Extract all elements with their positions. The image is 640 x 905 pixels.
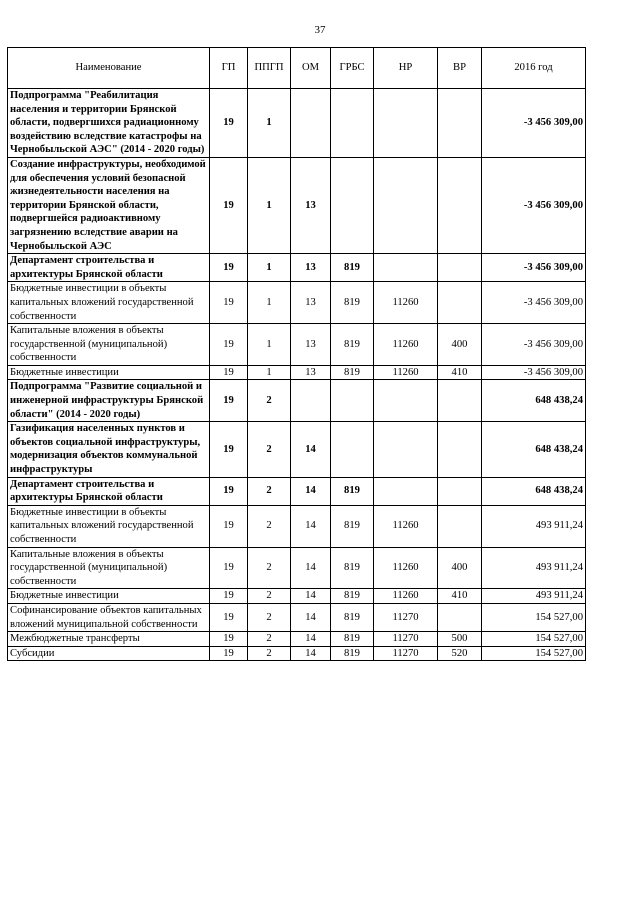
cell-ppgp: 1 [248, 365, 291, 380]
cell-gp: 19 [210, 380, 248, 422]
cell-amount: 648 438,24 [482, 380, 586, 422]
column-header-grbs: ГРБС [331, 48, 374, 89]
cell-vr [438, 89, 482, 158]
cell-name: Межбюджетные трансферты [8, 632, 210, 647]
cell-gp: 19 [210, 632, 248, 647]
cell-gp: 19 [210, 89, 248, 158]
page-number: 37 [314, 24, 326, 36]
cell-grbs: 819 [331, 324, 374, 366]
cell-name: Бюджетные инвестиции в объекты капитальных вложений государственной собственности [8, 505, 210, 547]
cell-grbs: 819 [331, 547, 374, 589]
cell-name: Капитальные вложения в объекты государственной (муниципальной) собственности [8, 324, 210, 366]
cell-ppgp: 2 [248, 603, 291, 631]
cell-nr: 11270 [374, 603, 438, 631]
cell-amount: 493 911,24 [482, 547, 586, 589]
column-header-om: ОМ [291, 48, 331, 89]
cell-nr [374, 477, 438, 505]
cell-om: 13 [291, 365, 331, 380]
cell-amount: 154 527,00 [482, 646, 586, 661]
cell-om: 13 [291, 157, 331, 253]
table-row [8, 365, 586, 380]
cell-name: Департамент строительства и архитектуры Брянской области [8, 477, 210, 505]
cell-nr [374, 422, 438, 477]
cell-amount: 493 911,24 [482, 505, 586, 547]
cell-gp: 19 [210, 282, 248, 324]
cell-ppgp: 2 [248, 477, 291, 505]
cell-amount: -3 456 309,00 [482, 324, 586, 366]
column-header-vr: ВР [438, 48, 482, 89]
cell-grbs [331, 157, 374, 253]
cell-nr: 11270 [374, 632, 438, 647]
cell-amount: 648 438,24 [482, 477, 586, 505]
cell-grbs: 819 [331, 282, 374, 324]
cell-vr [438, 380, 482, 422]
cell-amount: 493 911,24 [482, 589, 586, 604]
cell-gp: 19 [210, 547, 248, 589]
table-row [8, 547, 586, 589]
cell-gp: 19 [210, 505, 248, 547]
cell-grbs [331, 422, 374, 477]
cell-ppgp: 2 [248, 589, 291, 604]
cell-nr [374, 157, 438, 253]
column-header-gp: ГП [210, 48, 248, 89]
cell-nr: 11260 [374, 547, 438, 589]
table-row [8, 89, 586, 158]
column-header-name: Наименование [8, 48, 210, 89]
cell-vr [438, 422, 482, 477]
cell-om: 14 [291, 646, 331, 661]
cell-amount: -3 456 309,00 [482, 254, 586, 282]
cell-om: 14 [291, 505, 331, 547]
table-row [8, 477, 586, 505]
cell-vr: 400 [438, 547, 482, 589]
cell-grbs: 819 [331, 254, 374, 282]
cell-name: Субсидии [8, 646, 210, 661]
cell-om: 13 [291, 282, 331, 324]
cell-gp: 19 [210, 324, 248, 366]
cell-nr [374, 89, 438, 158]
cell-nr: 11270 [374, 646, 438, 661]
cell-gp: 19 [210, 589, 248, 604]
cell-amount: -3 456 309,00 [482, 282, 586, 324]
table-row [8, 422, 586, 477]
table-row [8, 632, 586, 647]
cell-grbs: 819 [331, 477, 374, 505]
cell-grbs [331, 89, 374, 158]
cell-om: 14 [291, 632, 331, 647]
cell-nr: 11260 [374, 589, 438, 604]
cell-nr: 11260 [374, 505, 438, 547]
cell-vr [438, 505, 482, 547]
cell-name: Газификация населенных пунктов и объектов социальной инфраструктуры, модернизация объектов коммунальной инфраструктуры [8, 422, 210, 477]
column-header-nr: НР [374, 48, 438, 89]
cell-om: 13 [291, 324, 331, 366]
cell-nr: 11260 [374, 324, 438, 366]
cell-om [291, 380, 331, 422]
cell-om: 13 [291, 254, 331, 282]
cell-gp: 19 [210, 365, 248, 380]
cell-om: 14 [291, 547, 331, 589]
table-row [8, 646, 586, 661]
table-body [8, 89, 586, 661]
cell-nr [374, 380, 438, 422]
cell-name: Департамент строительства и архитектуры Брянской области [8, 254, 210, 282]
cell-name: Бюджетные инвестиции [8, 365, 210, 380]
cell-grbs [331, 380, 374, 422]
cell-ppgp: 2 [248, 632, 291, 647]
cell-name: Бюджетные инвестиции [8, 589, 210, 604]
cell-amount: 648 438,24 [482, 422, 586, 477]
cell-ppgp: 2 [248, 547, 291, 589]
cell-name: Капитальные вложения в объекты государственной (муниципальной) собственности [8, 547, 210, 589]
cell-amount: 154 527,00 [482, 632, 586, 647]
cell-amount: -3 456 309,00 [482, 157, 586, 253]
cell-vr: 410 [438, 365, 482, 380]
cell-grbs: 819 [331, 646, 374, 661]
cell-amount: -3 456 309,00 [482, 89, 586, 158]
cell-vr [438, 477, 482, 505]
table-row [8, 380, 586, 422]
cell-grbs: 819 [331, 589, 374, 604]
cell-vr: 400 [438, 324, 482, 366]
cell-vr: 500 [438, 632, 482, 647]
cell-gp: 19 [210, 157, 248, 253]
cell-gp: 19 [210, 254, 248, 282]
cell-ppgp: 1 [248, 282, 291, 324]
cell-om [291, 89, 331, 158]
table-row [8, 324, 586, 366]
cell-grbs: 819 [331, 505, 374, 547]
table-row [8, 589, 586, 604]
cell-amount: -3 456 309,00 [482, 365, 586, 380]
cell-om: 14 [291, 589, 331, 604]
cell-name: Софинансирование объектов капитальных вложений муниципальной собственности [8, 603, 210, 631]
column-header-ppgp: ППГП [248, 48, 291, 89]
column-header-year: 2016 год [482, 48, 586, 89]
table-row [8, 603, 586, 631]
budget-table [7, 47, 586, 661]
cell-ppgp: 1 [248, 324, 291, 366]
cell-gp: 19 [210, 422, 248, 477]
cell-grbs: 819 [331, 365, 374, 380]
cell-gp: 19 [210, 477, 248, 505]
cell-om: 14 [291, 603, 331, 631]
cell-ppgp: 1 [248, 254, 291, 282]
cell-name: Подпрограмма "Реабилитация населения и территории Брянской области, подвергшихся радиационному воздействию вследствие катастрофы на Чернобыльской АЭС" (2014 - 2020 годы) [8, 89, 210, 158]
cell-grbs: 819 [331, 603, 374, 631]
table-row [8, 254, 586, 282]
cell-name: Бюджетные инвестиции в объекты капитальных вложений государственной собственности [8, 282, 210, 324]
cell-ppgp: 2 [248, 422, 291, 477]
cell-vr [438, 282, 482, 324]
cell-ppgp: 2 [248, 380, 291, 422]
cell-nr: 11260 [374, 282, 438, 324]
cell-om: 14 [291, 422, 331, 477]
cell-gp: 19 [210, 646, 248, 661]
cell-nr [374, 254, 438, 282]
cell-ppgp: 2 [248, 505, 291, 547]
cell-name: Подпрограмма "Развитие социальной и инженерной инфраструктуры Брянской области" (2014 - 2020 годы) [8, 380, 210, 422]
table-row [8, 505, 586, 547]
cell-ppgp: 1 [248, 157, 291, 253]
cell-ppgp: 1 [248, 89, 291, 158]
cell-vr [438, 603, 482, 631]
cell-vr: 520 [438, 646, 482, 661]
cell-nr: 11260 [374, 365, 438, 380]
cell-vr: 410 [438, 589, 482, 604]
table-header-row [8, 48, 586, 89]
cell-ppgp: 2 [248, 646, 291, 661]
cell-name: Создание инфраструктуры, необходимой для обеспечения условий безопасной жизнедеятельности населения на территории Брянской области, подвергшейся радиоактивному загрязнению вследствие аварии на Чернобыльской АЭС [8, 157, 210, 253]
cell-amount: 154 527,00 [482, 603, 586, 631]
table-row [8, 282, 586, 324]
cell-om: 14 [291, 477, 331, 505]
cell-vr [438, 254, 482, 282]
cell-grbs: 819 [331, 632, 374, 647]
cell-vr [438, 157, 482, 253]
table-row [8, 157, 586, 253]
cell-gp: 19 [210, 603, 248, 631]
